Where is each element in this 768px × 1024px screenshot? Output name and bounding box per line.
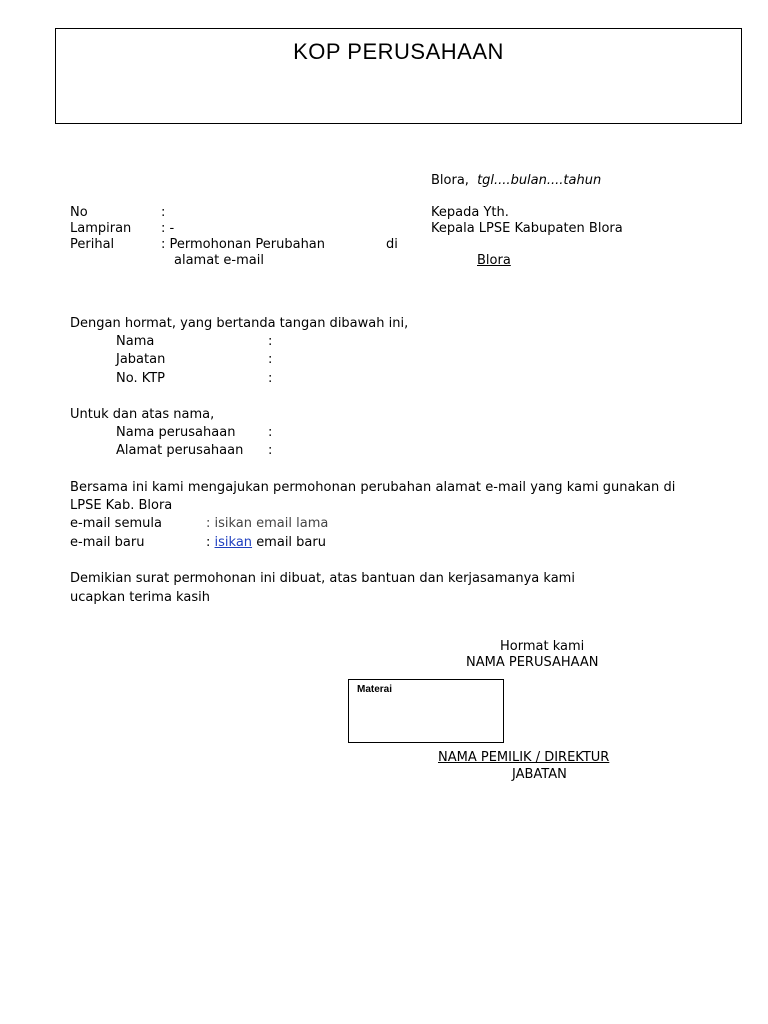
signature-company: NAMA PERUSAHAAN — [466, 655, 599, 670]
materai-stamp-box — [348, 679, 504, 743]
perihal-value-continued: alamat e-mail — [174, 253, 264, 268]
lampiran-label: Lampiran — [70, 221, 132, 236]
company-name-label: Nama perusahaan — [116, 425, 236, 440]
owner-position: JABATAN — [512, 767, 567, 782]
on-behalf-line: Untuk dan atas nama, — [70, 407, 215, 422]
owner-name: NAMA PEMILIK / DIREKTUR — [438, 750, 610, 765]
field-ktp-sep: : — [268, 371, 273, 386]
date-value: tgl....bulan....tahun — [477, 173, 602, 188]
email-new-link[interactable]: isikan — [214, 535, 253, 550]
email-new-sep: : — [206, 535, 211, 550]
perihal-label: Perihal — [70, 237, 115, 252]
company-address-sep: : — [268, 443, 273, 458]
date-city: Blora, — [431, 173, 469, 188]
di-word: di — [386, 237, 398, 252]
field-jabatan-label: Jabatan — [116, 352, 166, 367]
lampiran-value: : - — [161, 221, 175, 236]
email-old-value: : isikan email lama — [206, 516, 329, 531]
closing-line-2: ucapkan terima kasih — [70, 590, 210, 605]
perihal-value: : Permohonan Perubahan — [161, 237, 326, 252]
request-line-1: Bersama ini kami mengajukan permohonan perubahan alamat e-mail yang kami gunakan di — [70, 480, 676, 495]
field-ktp-label: No. KTP — [116, 371, 166, 386]
company-name-sep: : — [268, 425, 273, 440]
email-new-value — [206, 535, 326, 550]
request-line-2: LPSE Kab. Blora — [70, 498, 173, 513]
field-nama-label: Nama — [116, 334, 155, 349]
email-new-label: e-mail baru — [70, 535, 145, 550]
regards: Hormat kami — [500, 639, 585, 654]
letterhead-title: KOP PERUSAHAAN — [293, 39, 504, 64]
email-new-rest: email baru — [256, 535, 326, 550]
no-separator: : — [161, 205, 166, 220]
no-label: No — [70, 205, 88, 220]
letterhead-box — [55, 28, 742, 124]
closing-line-1: Demikian surat permohonan ini dibuat, atas bantuan dan kerjasamanya kami — [70, 571, 575, 586]
field-nama-sep: : — [268, 334, 273, 349]
materai-label: Materai — [357, 684, 393, 695]
date-line — [431, 173, 601, 188]
email-old-label: e-mail semula — [70, 516, 162, 531]
recipient-line-2: Kepala LPSE Kabupaten Blora — [431, 221, 623, 236]
greeting: Dengan hormat, yang bertanda tangan dibawah ini, — [70, 316, 409, 331]
company-address-label: Alamat perusahaan — [116, 443, 244, 458]
recipient-line-1: Kepada Yth. — [431, 205, 509, 220]
field-jabatan-sep: : — [268, 352, 273, 367]
recipient-city: Blora — [477, 253, 511, 268]
